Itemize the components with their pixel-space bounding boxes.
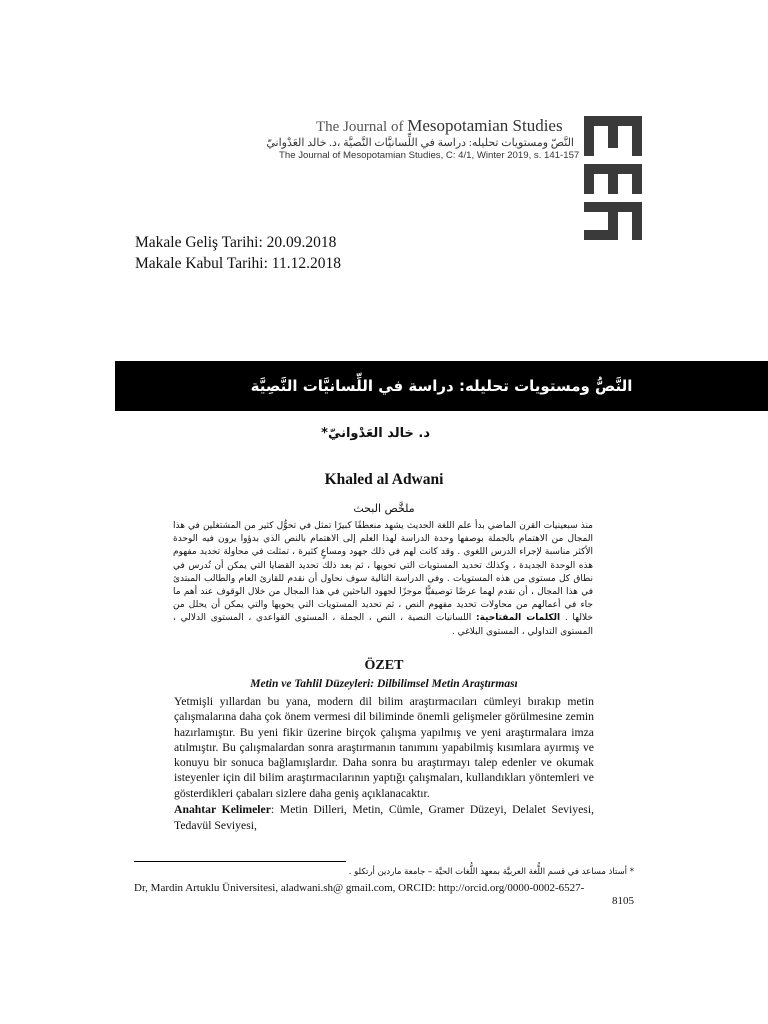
journal-main-title: Mesopotamian Studies (407, 116, 563, 135)
turkish-keywords (174, 802, 594, 833)
keywords-arabic: اللسانيات النصية ، النص ، الجملة ، المستوى القواعدي ، المستوى الدلالي ، المستوى التداولي ، المستوى البلاغي . (173, 613, 593, 637)
abstract-title-arabic: ملخَّص البحث (353, 502, 415, 515)
footnote-english (134, 882, 634, 908)
footnote-orcid-end: 8105 (612, 895, 634, 907)
article-title-arabic: النَّصُّ ومستويات تحليله: دراسة في اللِّسانيَّات النَّصِيَّة (250, 377, 633, 395)
author-name-arabic: د. خالد العَدْوانيّ* (321, 426, 430, 441)
footnote-affiliation: Dr, Mardin Artuklu Üniversitesi, aladwani.sh@ gmail.com, ORCID: http://orcid.org/0000-0002-6527- (134, 882, 585, 894)
journal-citation: The Journal of Mesopotamian Studies, C: 4/1, Winter 2019, s. 141-157 (279, 150, 580, 161)
title-banner (115, 361, 768, 411)
author-name-english: Khaled al Adwani (324, 471, 444, 488)
ozet-body: Yetmişli yıllardan bu yana, modern dil bilim araştırmacıları cümleyi bırakıp metin çalışmalarına daha çok önem vermesi dil biliminde önemli gelişmeler görülmesine zemin hazırlamıştır. Bu yeni fikir üzerine birçok çalışma yapılmış ve yeni araştırmalara imza atılmıştır. Bu çalışmalardan sonra araştırmanın tanımını yapabilmiş kısımlara ayırmış ve konuyu bir sonuca bağlamışlardır. Daha sonra bu araştırmayı talep edenler ve okumak isteyenler için dil bilim araştırmacılarının yaptığı çalışmaları, kullandıkları yöntemleri ve gösterdikleri çabaları sizlere daha geniş açıklanacaktır. (174, 695, 594, 800)
footnote-divider (134, 861, 346, 862)
jms-logo-icon (584, 116, 642, 240)
journal-prefix: The Journal of (316, 119, 404, 135)
abstract-body-arabic (173, 520, 593, 639)
abstract-text-arabic: منذ سبعينيات القرن الماضي بدأ علم اللغة الحديث يشهد منعطفًا كبيرًا تمثل في تحوُّل كثير من المشتغلين في هذا المجال من الاهتمام بالجملة بوصفها وحدة الدراسة لهذا العلم إلى الاهتمام بالنص الذي بدؤوا يرون فيه الوحدة الأكثر مناسبة لإجراء الدرس اللغوي . وقد كانت لهم في ذلك جهود ومساعٍ كثيرة ، تمثلت في محاولة تحديد مفهوم هذه الوحدة الجديدة ، وكذلك تحديد المستويات التي تحويها ، ثم بعد ذلك تحديد القضايا التي يمكن أن تُدرس في نطاق كل مستوى من هذه المستويات . وفي الدراسة التالية سوف نحاول أن نقدم للقارئ العام والطالب المبتدئ في هذا المجال ، أن نقدم لهما عرضًا توصيفيًّا موجزًا لجهود الباحثين في هذا المجال من خلال الوقوف عند أهم ما جاء في أعمالهم من محاولات تحديد مفهوم النص ، ثم تحديد المستويات التي يحويها والتي يمكن أن يحلل من خلالها . (173, 521, 593, 624)
received-date: Makale Geliş Tarihi: 20.09.2018 (135, 234, 337, 251)
footnote-arabic: * أستاذ مساعد في قسم اللُّغة العربيَّة بمعهد اللُّغات الحيَّة – جامعة ماردين أرتكلو . (348, 867, 634, 877)
ozet-subtitle: Metin ve Tahlil Düzeyleri: Dilbilimsel Metin Araştırması (250, 678, 518, 690)
keywords-label: Anahtar Kelimeler (174, 803, 271, 816)
accepted-date: Makale Kabul Tarihi: 11.12.2018 (135, 255, 341, 272)
submission-dates (135, 232, 341, 274)
ozet-heading: ÖZET (364, 658, 404, 673)
keywords-list: : Metin Dilleri, Metin, Cümle, Gramer Düzeyi, Delalet Seviyesi, Tedavül Seviyesi, (174, 803, 594, 832)
article-title-arabic-header: النَّصّ ومستويات تحليله: دراسة في اللِّسانيَّات النَّصيَّة ،د. خالد العَدْوانيّ (266, 137, 574, 149)
journal-name (316, 116, 563, 136)
keywords-label-arabic: الكلمات المفتاحية: (476, 613, 561, 624)
